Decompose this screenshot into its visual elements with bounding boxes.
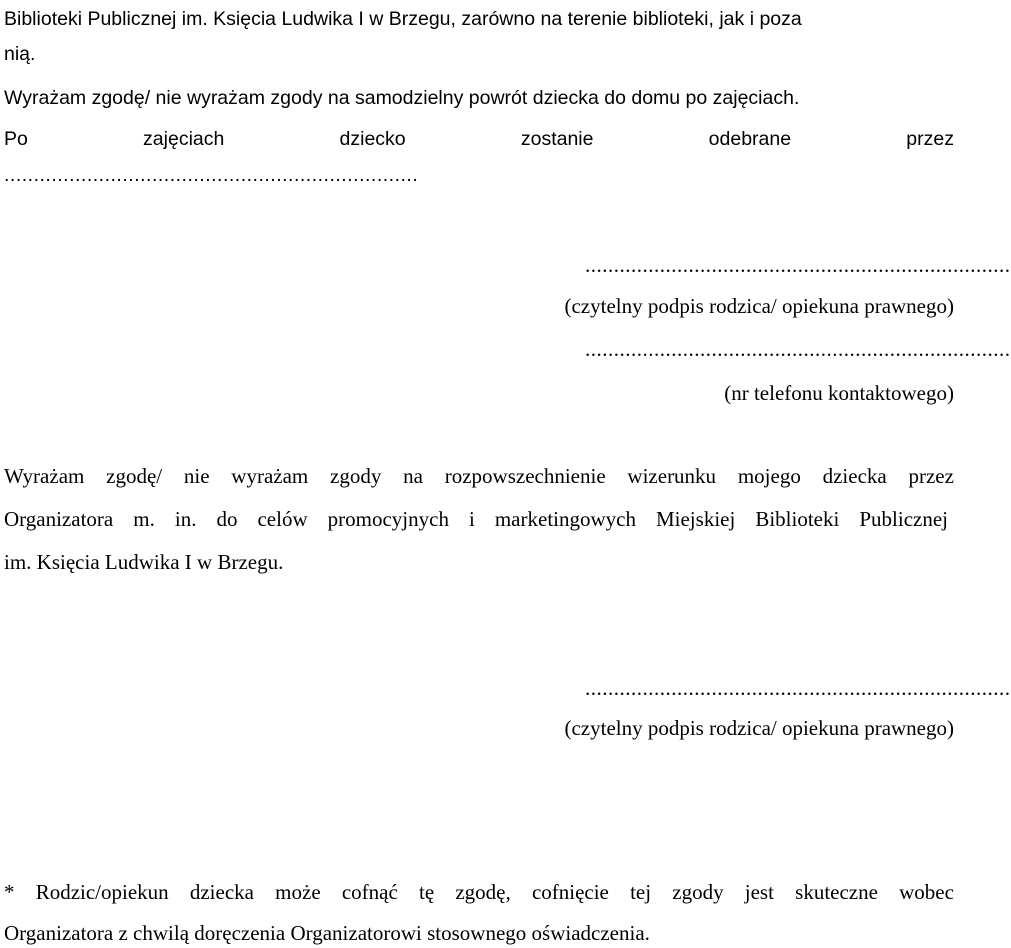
word: Po [4, 128, 28, 150]
word: wizerunku [627, 464, 717, 488]
word: tę [419, 880, 435, 904]
paragraph-line-justified [4, 504, 948, 534]
word: skuteczne [795, 880, 878, 904]
word: zgody [672, 880, 724, 904]
word: Wyrażam [4, 464, 85, 488]
paragraph-line: Biblioteki Publicznej im. Księcia Ludwika I w Brzegu, zarówno na terenie biblioteki, jak i poza [4, 8, 802, 30]
word: przez [906, 128, 954, 150]
word: wyrażam [231, 464, 309, 488]
word: wobec [899, 880, 954, 904]
word: promocyjnych [327, 507, 449, 531]
paragraph-line: Wyrażam zgodę/ nie wyrażam zgody na samodzielny powrót dziecka do domu po zajęciach. [4, 87, 800, 109]
footnote-line: Organizatora z chwilą doręczenia Organizatorowi stosownego oświadczenia. [4, 921, 650, 945]
signature-dots: .......................................................................... [585, 676, 1011, 700]
word: marketingowych [494, 507, 636, 531]
word: do [216, 507, 238, 531]
signature-dots: .......................................................................... [585, 253, 1011, 277]
paragraph-line: im. Księcia Ludwika I w Brzegu. [4, 550, 284, 574]
signature-caption: (czytelny podpis rodzica/ opiekuna prawnego) [564, 294, 954, 318]
word: odebrane [708, 128, 792, 150]
paragraph-line-justified [4, 461, 954, 491]
paragraph-line: nią. [4, 43, 36, 65]
word: cofnąć [341, 880, 398, 904]
word: zgodę, [455, 880, 511, 904]
word: zostanie [520, 128, 594, 150]
word: jest [744, 880, 774, 904]
word: może [275, 880, 321, 904]
word: przez [908, 464, 954, 488]
word: celów [257, 507, 308, 531]
fill-in-dots: ...................................................................... [4, 164, 419, 186]
word: Miejskiej [655, 507, 736, 531]
word: i [468, 507, 475, 531]
word: rozpowszechnienie [444, 464, 606, 488]
phone-caption: (nr telefonu kontaktowego) [724, 381, 954, 405]
footnote-line-justified [4, 877, 954, 907]
word: zajęciach [143, 128, 225, 150]
word: in. [174, 507, 197, 531]
word: cofnięcie [531, 880, 609, 904]
word: Organizatora [4, 507, 114, 531]
word: * [4, 880, 15, 904]
word: tej [630, 880, 652, 904]
word: Biblioteki [755, 507, 840, 531]
word: zgody [330, 464, 382, 488]
word: na [403, 464, 423, 488]
word: dziecka [822, 464, 887, 488]
word: Publicznej [859, 507, 948, 531]
paragraph-line-justified [4, 124, 954, 154]
phone-dots: .......................................................................... [585, 337, 1011, 361]
word: zgodę/ [106, 464, 163, 488]
word: mojego [737, 464, 801, 488]
word: dziecka [189, 880, 254, 904]
word: dziecko [339, 128, 406, 150]
signature-caption: (czytelny podpis rodzica/ opiekuna prawnego) [564, 716, 954, 740]
word: nie [183, 464, 210, 488]
word: Rodzic/opiekun [35, 880, 169, 904]
word: m. [133, 507, 155, 531]
